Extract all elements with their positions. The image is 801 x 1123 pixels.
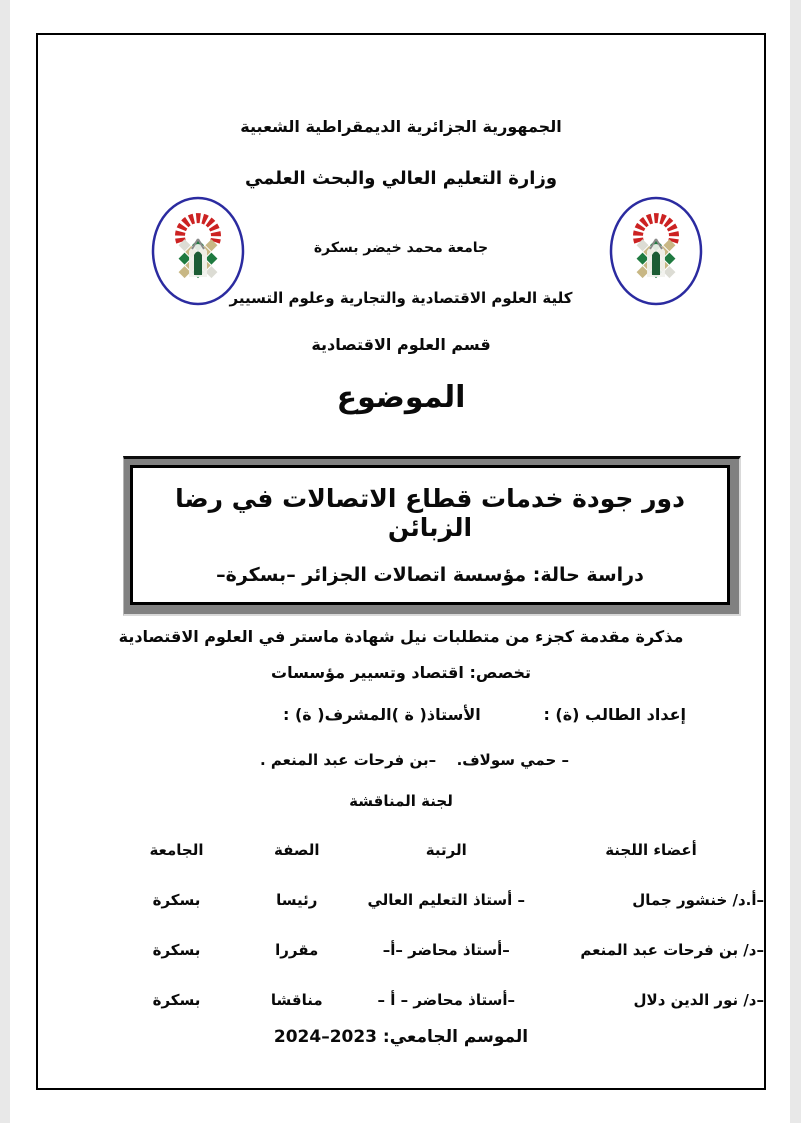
member-rank: –أستاذ محاضر – أ – [377, 991, 515, 1009]
ministry-line: وزارة التعليم العالي والبحث العلمي [244, 168, 558, 189]
committee-table-header-row [118, 825, 768, 875]
member-university: بسكرة [152, 891, 201, 909]
column-header-members: أعضاء اللجنة [605, 841, 697, 859]
memo-requirement-line: مذكرة مقدمة كجزء من متطلبات نيل شهادة ماستر في العلوم الاقتصادية [118, 627, 684, 646]
member-university: بسكرة [152, 991, 201, 1009]
committee-heading: لجنة المناقشة [349, 792, 453, 810]
table-row [118, 975, 768, 1025]
member-rank: – أستاذ التعليم العالي [367, 891, 526, 909]
thesis-title-box-inner [130, 465, 730, 605]
student-name: – حمي سولاف. [456, 751, 569, 769]
page-border-frame [36, 33, 766, 1090]
thesis-title-box [123, 456, 741, 616]
table-row [118, 875, 768, 925]
member-role: مقررا [275, 941, 319, 959]
table-row [118, 925, 768, 975]
thesis-subtitle: دراسة حالة: مؤسسة اتصالات الجزائر –بسكرة– [216, 564, 644, 586]
member-role: مناقشا [270, 991, 323, 1009]
member-name: –د/ بن فرحات عبد المنعم [580, 941, 764, 959]
department-line: قسم العلوم الاقتصادية [311, 335, 491, 354]
thesis-title: دور جودة خدمات قطاع الاتصالات في رضا الزبائن [175, 484, 685, 542]
faculty-line: كلية العلوم الاقتصادية والتجارية وعلوم التسيير [229, 289, 573, 307]
supervisor-name: –بن فرحات عبد المنعم . [260, 751, 437, 769]
specialty-line: تخصص: اقتصاد وتسيير مؤسسات [270, 663, 531, 682]
member-role: رئيسا [276, 891, 318, 909]
student-label: إعداد الطالب (ة) : [543, 705, 686, 724]
member-name: –أ.د/ خنشور جمال [632, 891, 764, 909]
university-line: جامعة محمد خيضر بسكرة [313, 240, 489, 256]
committee-table [118, 825, 768, 1025]
academic-season-line: الموسم الجامعي: 2023–2024 [273, 1027, 529, 1047]
member-rank: –أستاذ محاضر –أ– [382, 941, 510, 959]
column-header-role: الصفة [274, 841, 320, 859]
subject-heading: الموضوع [336, 380, 466, 415]
member-university: بسكرة [152, 941, 201, 959]
member-name: –د/ نور الدين دلال [633, 991, 764, 1009]
column-header-university: الجامعة [149, 841, 204, 859]
document-page [10, 0, 790, 1123]
supervisor-label: الأستاذ( ة )المشرف( ة) : [283, 705, 481, 724]
column-header-rank: الرتبة [425, 841, 467, 859]
republic-line: الجمهورية الجزائرية الديمقراطية الشعبية [240, 117, 562, 136]
